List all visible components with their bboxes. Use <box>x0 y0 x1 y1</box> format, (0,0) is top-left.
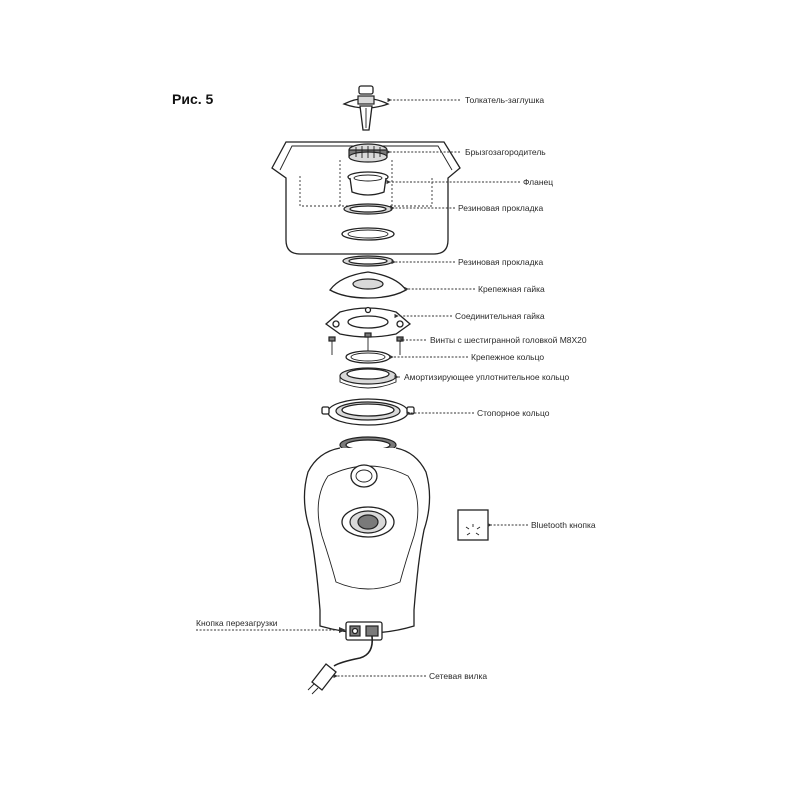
label-rubber-gasket-top: Резиновая прокладка <box>458 203 544 213</box>
label-mounting-nut: Крепежная гайка <box>478 284 545 294</box>
label-damping-seal-ring: Амортизирующее уплотнительное кольцо <box>404 372 570 382</box>
power-plug-part <box>308 636 372 694</box>
label-retaining-ring: Стопорное кольцо <box>477 408 550 418</box>
reset-button-part <box>346 622 382 640</box>
label-power-plug: Сетевая вилка <box>429 671 488 681</box>
rubber-gasket-top-part <box>344 204 392 214</box>
label-hex-screws: Винты с шестигранной головкой M8X20 <box>430 335 587 345</box>
callout-pusher-plug <box>391 95 544 105</box>
callout-mounting-nut <box>408 284 545 294</box>
label-reset-button: Кнопка перезагрузки <box>196 618 278 628</box>
label-mounting-ring: Крепежное кольцо <box>471 352 545 362</box>
callout-mounting-ring <box>393 352 544 362</box>
callout-power-plug <box>337 671 487 681</box>
label-splash-guard: Брызгозагородитель <box>465 147 546 157</box>
callout-retaining-ring <box>410 408 550 418</box>
label-flange: Фланец <box>523 177 554 187</box>
label-pusher-plug: Толкатель-заглушка <box>465 95 545 105</box>
mounting-nut-part <box>330 272 406 298</box>
bluetooth-button-detail <box>458 510 488 540</box>
callout-damping-seal-ring <box>398 372 569 382</box>
label-bluetooth-button: Bluetooth кнопка <box>531 520 596 530</box>
disposer-body <box>304 437 429 633</box>
mounting-ring-part <box>346 351 390 363</box>
callout-hex-screws <box>404 335 587 345</box>
rubber-gasket-bottom-part <box>343 256 393 266</box>
figure-title: Рис. 5 <box>172 91 214 107</box>
label-rubber-gasket-bottom: Резиновая прокладка <box>458 257 544 267</box>
splash-guard-part <box>349 144 387 162</box>
flange-part <box>348 172 388 195</box>
damping-seal-ring-part <box>340 368 396 388</box>
label-connecting-nut: Соединительная гайка <box>455 311 545 321</box>
pusher-plug-part <box>344 86 388 130</box>
callout-bluetooth-button <box>491 520 596 530</box>
callout-rubber-gasket-bottom <box>395 257 543 267</box>
callout-connecting-nut <box>398 311 545 321</box>
retaining-ring-part <box>322 399 414 425</box>
